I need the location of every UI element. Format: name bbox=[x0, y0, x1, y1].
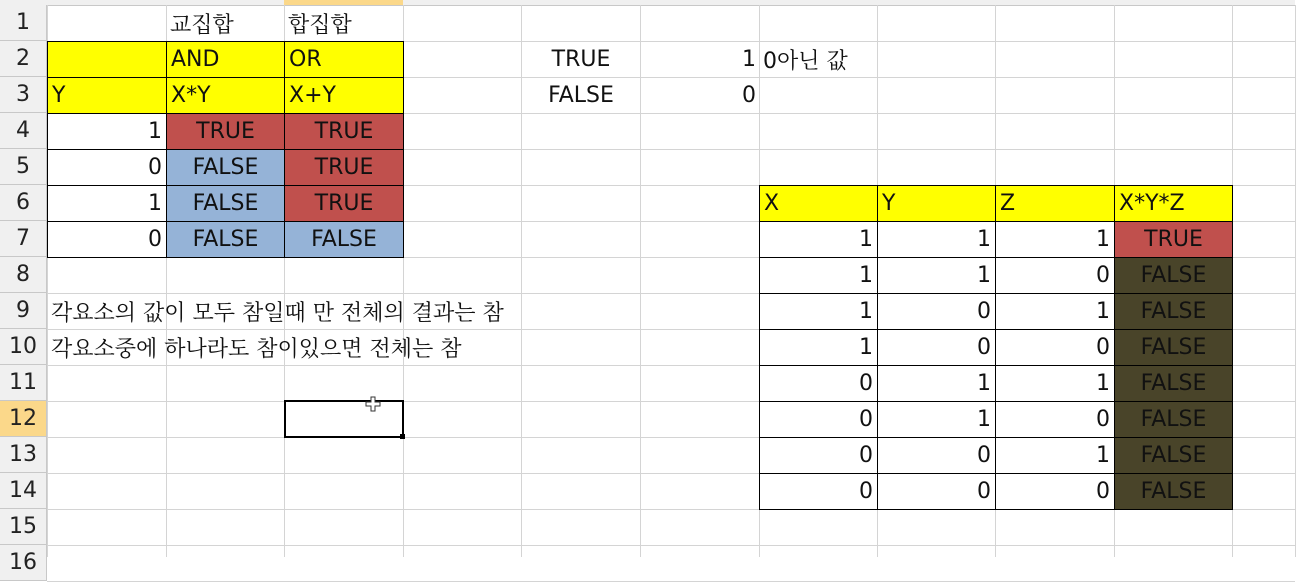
false-value[interactable]: 0 bbox=[742, 83, 756, 108]
or-header[interactable]: OR bbox=[284, 41, 404, 78]
input-value-cell[interactable]: 0 bbox=[759, 365, 878, 402]
note-and-rule[interactable]: 각요소의 값이 모두 참일때 만 전체의 결과는 참 bbox=[51, 301, 504, 326]
active-cell-selection[interactable] bbox=[284, 400, 404, 438]
xyz-result-cell[interactable]: FALSE bbox=[1114, 365, 1233, 402]
y-value-cell[interactable]: 1 bbox=[47, 185, 167, 222]
input-value-cell[interactable]: 1 bbox=[759, 257, 878, 294]
row-gridline bbox=[47, 545, 1295, 546]
input-value-cell[interactable]: 1 bbox=[877, 221, 996, 258]
row-header[interactable]: 14 bbox=[0, 473, 47, 509]
row-header[interactable]: 16 bbox=[0, 545, 47, 581]
input-value-cell[interactable]: 0 bbox=[877, 473, 996, 510]
note-or-rule[interactable]: 각요소중에 하나라도 참이있으면 전체는 참 bbox=[51, 337, 462, 362]
input-value-cell[interactable]: 0 bbox=[995, 257, 1115, 294]
row-header[interactable]: 12 bbox=[0, 401, 47, 437]
true-label[interactable]: TRUE bbox=[551, 47, 611, 72]
input-value-cell[interactable]: 1 bbox=[759, 221, 878, 258]
false-label[interactable]: FALSE bbox=[548, 83, 614, 108]
input-value-cell[interactable]: 0 bbox=[877, 329, 996, 366]
input-value-cell[interactable]: 0 bbox=[995, 473, 1115, 510]
y-value-cell[interactable]: 1 bbox=[47, 113, 167, 150]
input-value-cell[interactable]: 1 bbox=[759, 329, 878, 366]
xyz-header-1[interactable]: X bbox=[759, 185, 878, 222]
or-result-cell[interactable]: TRUE bbox=[284, 149, 404, 186]
and-result-cell[interactable]: FALSE bbox=[166, 149, 285, 186]
xyz-header-4[interactable]: X*Y*Z bbox=[1114, 185, 1233, 222]
xyz-header-2[interactable]: Y bbox=[877, 185, 996, 222]
input-value-cell[interactable]: 1 bbox=[759, 293, 878, 330]
y-value-cell[interactable]: 0 bbox=[47, 149, 167, 186]
row-header[interactable]: 10 bbox=[0, 329, 47, 365]
fill-handle[interactable] bbox=[400, 434, 405, 439]
xyz-result-cell[interactable]: FALSE bbox=[1114, 473, 1233, 510]
y-header[interactable]: Y bbox=[47, 77, 167, 114]
or-result-cell[interactable]: TRUE bbox=[284, 185, 404, 222]
cross-cursor-icon bbox=[365, 396, 381, 414]
input-value-cell[interactable]: 1 bbox=[995, 293, 1115, 330]
xyz-result-cell[interactable]: TRUE bbox=[1114, 221, 1233, 258]
true-value[interactable]: 1 bbox=[742, 47, 756, 72]
row-header[interactable]: 5 bbox=[0, 149, 47, 185]
or-result-cell[interactable]: TRUE bbox=[284, 113, 404, 150]
row-header[interactable]: 1 bbox=[0, 5, 47, 41]
xyz-result-cell[interactable]: FALSE bbox=[1114, 437, 1233, 474]
row-header[interactable]: 6 bbox=[0, 185, 47, 221]
input-value-cell[interactable]: 1 bbox=[877, 401, 996, 438]
xyz-result-cell[interactable]: FALSE bbox=[1114, 329, 1233, 366]
row-header[interactable]: 4 bbox=[0, 113, 47, 149]
and-result-cell[interactable]: TRUE bbox=[166, 113, 285, 150]
x-plus-y-header[interactable]: X+Y bbox=[284, 77, 404, 114]
input-value-cell[interactable]: 0 bbox=[759, 437, 878, 474]
row-header[interactable]: 2 bbox=[0, 41, 47, 77]
union-label[interactable]: 합집합 bbox=[288, 13, 352, 38]
row-header[interactable]: 8 bbox=[0, 257, 47, 293]
row-header[interactable]: 13 bbox=[0, 437, 47, 473]
row-header[interactable]: 15 bbox=[0, 509, 47, 545]
input-value-cell[interactable]: 0 bbox=[877, 293, 996, 330]
input-value-cell[interactable]: 0 bbox=[759, 473, 878, 510]
and-header[interactable]: AND bbox=[166, 41, 285, 78]
intersection-label[interactable]: 교집합 bbox=[170, 13, 234, 38]
input-value-cell[interactable]: 1 bbox=[877, 257, 996, 294]
input-value-cell[interactable]: 1 bbox=[995, 437, 1115, 474]
and-result-cell[interactable]: FALSE bbox=[166, 185, 285, 222]
true-note[interactable]: 0아닌 값 bbox=[763, 49, 848, 74]
xyz-result-cell[interactable]: FALSE bbox=[1114, 401, 1233, 438]
input-value-cell[interactable]: 0 bbox=[995, 401, 1115, 438]
input-value-cell[interactable]: 1 bbox=[995, 221, 1115, 258]
row-header[interactable]: 3 bbox=[0, 77, 47, 113]
input-value-cell[interactable]: 1 bbox=[877, 365, 996, 402]
xyz-result-cell[interactable]: FALSE bbox=[1114, 293, 1233, 330]
header-cell[interactable] bbox=[47, 41, 167, 78]
input-value-cell[interactable]: 0 bbox=[877, 437, 996, 474]
input-value-cell[interactable]: 1 bbox=[995, 365, 1115, 402]
row-header[interactable]: 9 bbox=[0, 293, 47, 329]
and-result-cell[interactable]: FALSE bbox=[166, 221, 285, 258]
or-result-cell[interactable]: FALSE bbox=[284, 221, 404, 258]
xyz-header-3[interactable]: Z bbox=[995, 185, 1115, 222]
y-value-cell[interactable]: 0 bbox=[47, 221, 167, 258]
input-value-cell[interactable]: 0 bbox=[995, 329, 1115, 366]
row-header[interactable]: 7 bbox=[0, 221, 47, 257]
row-header[interactable]: 11 bbox=[0, 365, 47, 401]
xyz-result-cell[interactable]: FALSE bbox=[1114, 257, 1233, 294]
input-value-cell[interactable]: 0 bbox=[759, 401, 878, 438]
xy-header[interactable]: X*Y bbox=[166, 77, 285, 114]
